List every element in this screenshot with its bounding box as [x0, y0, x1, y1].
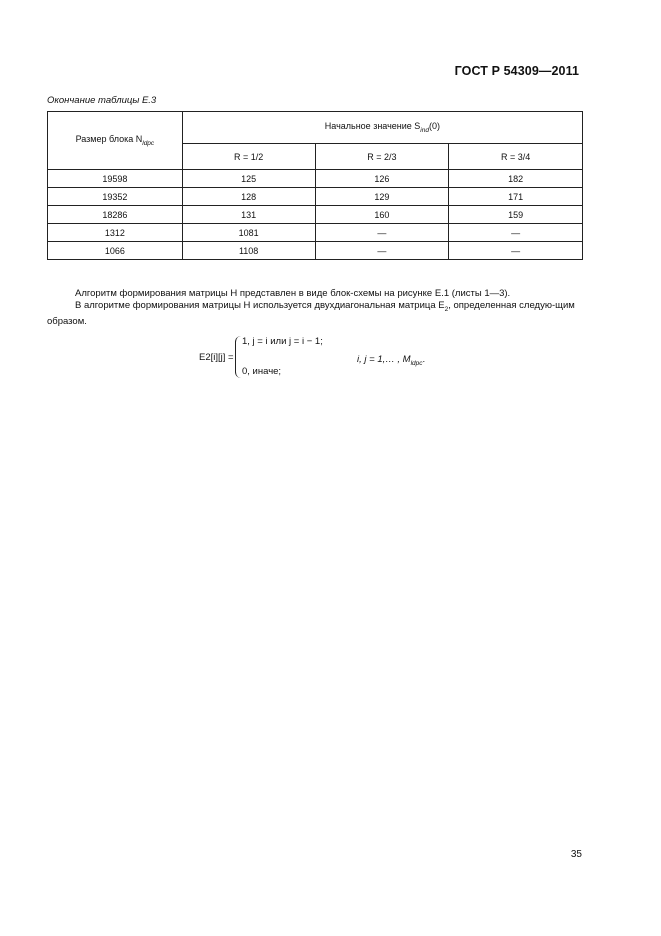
table-cell: 128 — [182, 188, 315, 206]
formula-lhs: E2[i][j] = — [199, 352, 234, 363]
formula-range: i, j = 1,… , $M_{ldpc}$. — [357, 354, 426, 367]
table-cell: — — [315, 224, 449, 242]
table-cell: 18286 — [48, 206, 183, 224]
table-cell: — — [449, 224, 583, 242]
table-cell: 125 — [182, 170, 315, 188]
table-row — [48, 242, 583, 260]
table-cell: — — [315, 242, 449, 260]
table-cell: 126 — [315, 170, 449, 188]
paragraph-algorithm: Алгоритм формирования матрицы H представлен в виде блок-схемы на рисунке Е.1 (листы 1—3). — [75, 288, 511, 299]
table-row — [48, 224, 583, 242]
table-cell: 1066 — [48, 242, 183, 260]
data-table — [47, 111, 583, 260]
header-block-size: Размер блока $N_{ldpc}$ — [48, 112, 183, 170]
page-number: 35 — [570, 849, 582, 860]
rate-header-cell: R = 2/3 — [315, 144, 449, 170]
formula-case-1: 1, j = i или j = i − 1; — [242, 336, 323, 347]
table-cell: 182 — [449, 170, 583, 188]
rate-header-cell: R = 3/4 — [449, 144, 583, 170]
table-cell: 1108 — [182, 242, 315, 260]
table-cell: 1312 — [48, 224, 183, 242]
rate-header-cell: R = 1/2 — [182, 144, 315, 170]
table-cell: — — [449, 242, 583, 260]
table-row — [48, 170, 583, 188]
table-cell: 159 — [449, 206, 583, 224]
table-row — [48, 188, 583, 206]
table-row — [48, 206, 583, 224]
brace-icon — [235, 336, 242, 378]
table-caption: Окончание таблицы Е.3 — [47, 95, 157, 106]
document-id: ГОСТ Р 54309—2011 — [454, 64, 579, 78]
formula-case-2: 0, иначе; — [242, 366, 282, 377]
table-cell: 1081 — [182, 224, 315, 242]
header-initial-value: Начальное значение $S_{ind}(0)$ — [182, 112, 582, 144]
table-cell: 131 — [182, 206, 315, 224]
table-cell: 19352 — [48, 188, 183, 206]
paragraph-matrix: В алгоритме формирования матрицы H используется двухдиагональная матрица $E_2$, определенная следую-щим образом. — [47, 300, 575, 327]
table-cell: 19598 — [48, 170, 183, 188]
table-cell: 129 — [315, 188, 449, 206]
table-cell: 171 — [449, 188, 583, 206]
table-cell: 160 — [315, 206, 449, 224]
